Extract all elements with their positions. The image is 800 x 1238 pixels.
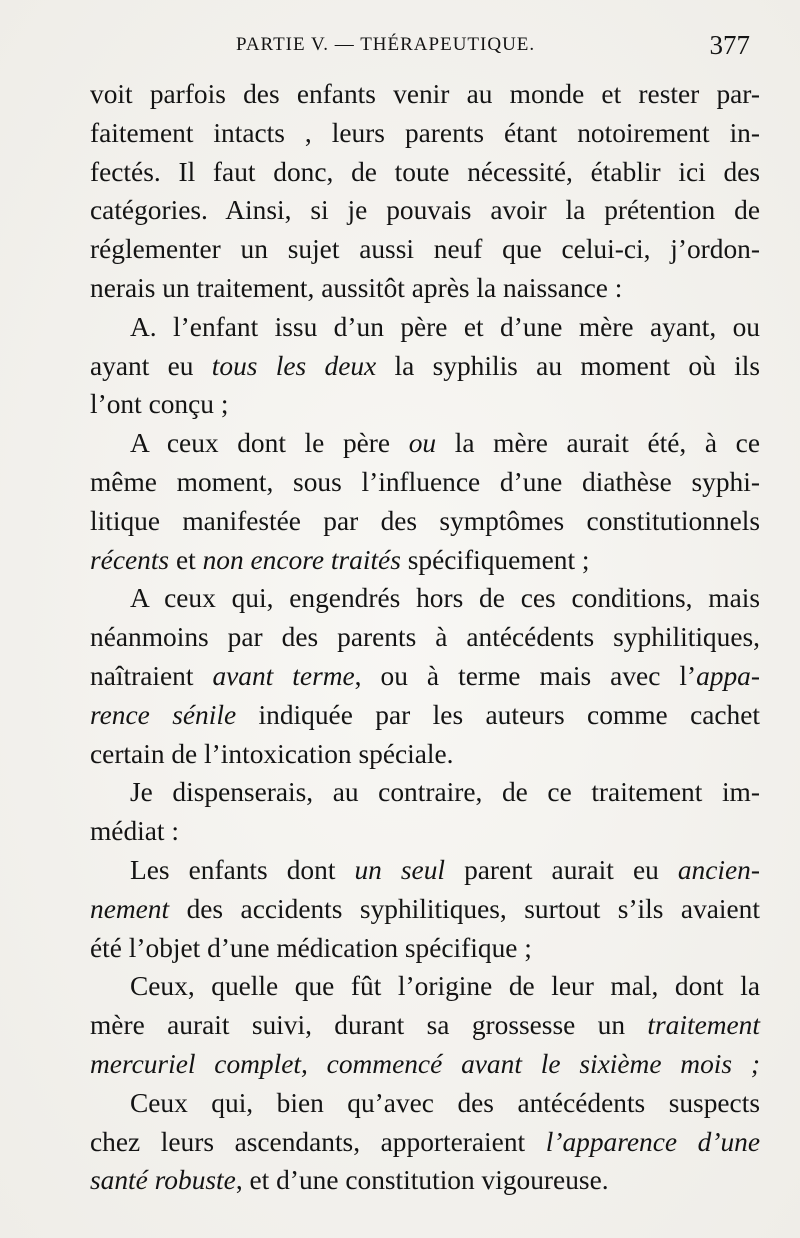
text-line xyxy=(90,347,760,386)
italic-text: santé robuste xyxy=(90,1165,236,1196)
running-head-title: PARTIE V. — THÉRAPEUTIQUE. xyxy=(236,34,536,55)
text-run: naîtraient xyxy=(90,660,213,691)
text-run: été l’objet d’une médication spécifique ; xyxy=(90,932,532,963)
text-run: ayant eu xyxy=(90,350,212,381)
text-line xyxy=(90,579,760,618)
italic-text: ou xyxy=(408,428,437,459)
text-run: faitement intacts , leurs parents étant notoirement in- xyxy=(90,117,760,148)
text-run: parent aurait eu xyxy=(445,854,678,885)
italic-text: traitement xyxy=(647,1010,760,1041)
text-run: nerais un traitement, aussitôt après la naissance : xyxy=(90,272,623,303)
italic-text: tous les deux xyxy=(211,350,377,381)
text-run: la syphilis au moment où ils xyxy=(376,350,760,381)
text-line xyxy=(90,75,760,114)
italic-text: appa- xyxy=(696,660,760,691)
text-line xyxy=(90,1123,760,1162)
text-line xyxy=(90,541,760,580)
italic-text: récents xyxy=(90,544,170,575)
text-run: fectés. Il faut donc, de toute nécessité, établir ici des xyxy=(90,156,760,187)
text-line xyxy=(90,657,760,696)
text-run: même moment, sous l’influence d’une diathèse syphi- xyxy=(90,466,760,497)
italic-text: ancien- xyxy=(677,854,760,885)
text-line xyxy=(90,1161,760,1200)
italic-text: nement xyxy=(90,893,170,924)
text-line xyxy=(90,191,760,230)
text-run: la mère aurait été, à ce xyxy=(436,428,760,459)
text-line xyxy=(90,230,760,269)
text-line xyxy=(90,735,760,774)
text-run: spécifiquement ; xyxy=(400,544,590,575)
text-line xyxy=(90,618,760,657)
text-line xyxy=(90,269,760,308)
text-run: Ceux qui, bien qu’avec des antécédents suspects xyxy=(130,1087,760,1118)
text-run: catégories. Ainsi, si je pouvais avoir la prétention de xyxy=(90,195,760,226)
text-line xyxy=(90,114,760,153)
text-run: réglementer un sujet aussi neuf que celui-ci, j’ordon- xyxy=(90,234,760,265)
text-line xyxy=(90,463,760,502)
page-number: 377 xyxy=(709,30,750,60)
italic-text: non encore traités xyxy=(202,544,401,575)
text-line xyxy=(90,929,760,968)
text-run: chez leurs ascendants, apporteraient xyxy=(90,1126,546,1157)
text-line xyxy=(90,1006,760,1045)
text-run: A. l’enfant issu d’un père et d’une mère ayant, ou xyxy=(130,311,760,342)
text-line xyxy=(90,424,760,463)
italic-text: rence sénile xyxy=(90,699,237,730)
text-run: et xyxy=(169,544,203,575)
text-run: l’ont conçu ; xyxy=(90,389,229,420)
text-line xyxy=(90,967,760,1006)
text-run: voit parfois des enfants venir au monde et rester par- xyxy=(90,79,760,109)
running-head xyxy=(0,30,800,68)
text-line xyxy=(90,696,760,735)
text-run: litique manifestée par des symptômes constitutionnels xyxy=(90,505,760,536)
text-run: certain de l’intoxication spéciale. xyxy=(90,738,454,769)
text-run: Je dispenserais, au contraire, de ce traitement im- xyxy=(130,777,760,808)
text-run: mère aurait suivi, durant sa grossesse un xyxy=(90,1010,648,1041)
text-line xyxy=(90,1084,760,1123)
text-line xyxy=(90,502,760,541)
italic-text: un seul xyxy=(354,854,446,885)
text-run: des accidents syphilitiques, surtout s’ils avaient xyxy=(169,893,760,924)
text-run: A ceux qui, engendrés hors de ces conditions, mais xyxy=(130,583,760,614)
text-run: médiat : xyxy=(90,816,179,847)
text-line xyxy=(90,851,760,890)
text-run: , ou à terme mais avec l’ xyxy=(354,660,697,691)
text-run: , et d’une constitution vigoureuse. xyxy=(235,1165,609,1196)
body-text xyxy=(90,75,760,1200)
italic-text: l’apparence d’une xyxy=(545,1126,760,1157)
text-run: indiquée par les auteurs comme cachet xyxy=(236,699,761,730)
text-line xyxy=(90,1045,760,1084)
text-line xyxy=(90,308,760,347)
text-line xyxy=(90,385,760,424)
text-line xyxy=(90,812,760,851)
text-line xyxy=(90,153,760,192)
italic-text: avant terme xyxy=(212,660,355,691)
italic-text: mercuriel complet, commencé avant le sixième mois ; xyxy=(90,1048,760,1079)
text-run: A ceux dont le père xyxy=(130,428,409,459)
text-run: néanmoins par des parents à antécédents syphilitiques, xyxy=(90,622,760,653)
text-line xyxy=(90,773,760,812)
text-run: Les enfants dont xyxy=(130,854,355,885)
text-line xyxy=(90,890,760,929)
text-run: Ceux, quelle que fût l’origine de leur mal, dont la xyxy=(130,971,760,1002)
